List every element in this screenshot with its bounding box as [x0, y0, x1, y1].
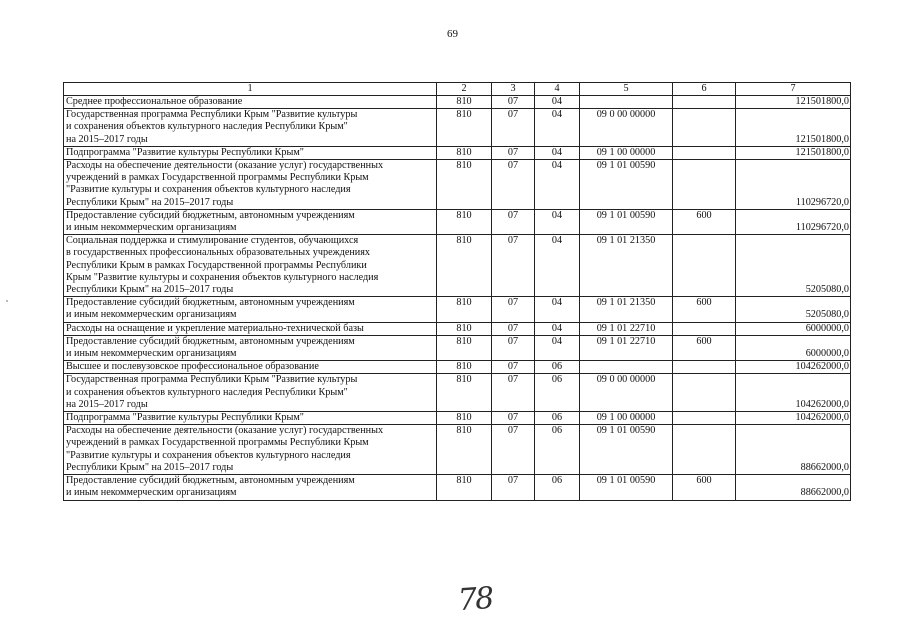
amount-cell: 110296720,0	[736, 160, 851, 210]
ministry-code-cell: 810	[437, 209, 492, 234]
section-code-cell: 07	[492, 425, 535, 475]
expense-name-cell	[64, 475, 437, 500]
subsection-code-cell: 04	[535, 297, 580, 322]
subsection-code-cell: 04	[535, 322, 580, 335]
amount-cell: 104262000,0	[736, 374, 851, 412]
section-code-cell: 07	[492, 361, 535, 374]
amount-cell: 121501800,0	[736, 96, 851, 109]
target-article-cell: 09 1 01 22710	[580, 322, 673, 335]
expense-type-cell: 600	[673, 335, 736, 360]
table-row	[64, 96, 851, 109]
expense-name-line: "Развитие культуры и сохранения объектов культурного наследия	[66, 184, 351, 196]
scan-speck	[6, 300, 8, 302]
target-article-cell: 09 1 01 21350	[580, 235, 673, 297]
expense-type-cell	[673, 361, 736, 374]
expense-name-line: Расходы на обеспечение деятельности (оказание услуг) государственных	[66, 425, 384, 437]
expense-name-line: Государственная программа Республики Крым "Развитие культуры	[66, 374, 358, 386]
expense-type-cell	[673, 322, 736, 335]
expense-name-cell	[64, 361, 437, 374]
expense-type-cell: 600	[673, 297, 736, 322]
section-code-cell: 07	[492, 96, 535, 109]
section-code-cell: 07	[492, 235, 535, 297]
section-code-cell: 07	[492, 475, 535, 500]
section-code-cell: 07	[492, 297, 535, 322]
expense-name-line: Предоставление субсидий бюджетным, автономным учреждениям	[66, 335, 355, 347]
expense-name-line: Среднее профессиональное образование	[66, 96, 243, 107]
page-number: 69	[447, 28, 458, 40]
expense-name-line: Республики Крым" на 2015–2017 годы	[66, 196, 234, 208]
amount-cell: 5205080,0	[736, 235, 851, 297]
table-row	[64, 209, 851, 234]
subsection-code-cell: 04	[535, 235, 580, 297]
amount-cell: 110296720,0	[736, 209, 851, 234]
target-article-cell: 09 1 01 21350	[580, 297, 673, 322]
section-code-cell: 07	[492, 335, 535, 360]
table-row	[64, 235, 851, 297]
table-row	[64, 322, 851, 335]
amount-cell: 121501800,0	[736, 146, 851, 159]
expense-name-cell	[64, 235, 437, 297]
subsection-code-cell: 04	[535, 160, 580, 210]
column-numbers-row	[64, 83, 851, 96]
expense-name-line: и иным некоммерческим организациям	[66, 309, 237, 321]
expense-name-line: Государственная программа Республики Крым "Развитие культуры	[66, 109, 358, 121]
expense-name-line: Социальная поддержка и стимулирование студентов, обучающихся	[66, 235, 359, 247]
table-row	[64, 160, 851, 210]
ministry-code-cell: 810	[437, 235, 492, 297]
target-article-cell: 09 1 01 22710	[580, 335, 673, 360]
target-article-cell: 09 1 00 00000	[580, 412, 673, 425]
target-article-cell: 09 1 01 00590	[580, 209, 673, 234]
ministry-code-cell: 810	[437, 146, 492, 159]
expense-name-line: Предоставление субсидий бюджетным, автономным учреждениям	[66, 209, 355, 221]
expense-name-cell	[64, 109, 437, 147]
column-header: 7	[736, 83, 851, 96]
target-article-cell: 09 1 01 00590	[580, 425, 673, 475]
expense-name-line: Республики Крым в рамках Государственной программы Республики	[66, 259, 367, 271]
subsection-code-cell: 04	[535, 109, 580, 147]
subsection-code-cell: 04	[535, 335, 580, 360]
expense-type-cell	[673, 96, 736, 109]
expense-name-line: Республики Крым" на 2015–2017 годы	[66, 284, 234, 296]
amount-cell: 104262000,0	[736, 412, 851, 425]
section-code-cell: 07	[492, 209, 535, 234]
column-header: 3	[492, 83, 535, 96]
target-article-cell: 09 1 00 00000	[580, 146, 673, 159]
section-code-cell: 07	[492, 109, 535, 147]
ministry-code-cell: 810	[437, 335, 492, 360]
amount-cell: 88662000,0	[736, 475, 851, 500]
target-article-cell: 09 1 01 00590	[580, 160, 673, 210]
column-header: 5	[580, 83, 673, 96]
ministry-code-cell: 810	[437, 475, 492, 500]
expense-name-line: Подпрограмма "Развитие культуры Республики Крым"	[66, 146, 304, 158]
expense-name-line: Высшее и послевузовское профессиональное образование	[66, 361, 319, 373]
table-row	[64, 374, 851, 412]
subsection-code-cell: 06	[535, 374, 580, 412]
expense-name-line: Предоставление субсидий бюджетным, автономным учреждениям	[66, 475, 355, 487]
expense-name-line: учреждений в рамках Государственной программы Республики Крым	[66, 172, 369, 184]
expense-name-line: Расходы на обеспечение деятельности (оказание услуг) государственных	[66, 160, 384, 172]
table-row	[64, 412, 851, 425]
expense-name-line: Предоставление субсидий бюджетным, автономным учреждениям	[66, 297, 355, 309]
subsection-code-cell: 04	[535, 209, 580, 234]
ministry-code-cell: 810	[437, 412, 492, 425]
expense-type-cell: 600	[673, 475, 736, 500]
amount-cell: 6000000,0	[736, 322, 851, 335]
subsection-code-cell: 06	[535, 361, 580, 374]
ministry-code-cell: 810	[437, 322, 492, 335]
expense-name-line: в государственных профессиональных образовательных учреждениях	[66, 247, 371, 259]
expense-name-line: и сохранения объектов культурного наследия Республики Крым"	[66, 386, 348, 398]
expense-type-cell	[673, 146, 736, 159]
expense-name-cell	[64, 209, 437, 234]
expense-name-line: и иным некоммерческим организациям	[66, 487, 237, 499]
target-article-cell	[580, 96, 673, 109]
subsection-code-cell: 04	[535, 96, 580, 109]
expense-name-line: Подпрограмма "Развитие культуры Республики Крым"	[66, 412, 304, 424]
amount-cell: 121501800,0	[736, 109, 851, 147]
expense-name-line: "Развитие культуры и сохранения объектов культурного наследия	[66, 449, 351, 461]
section-code-cell: 07	[492, 160, 535, 210]
table-row	[64, 475, 851, 500]
expense-name-cell	[64, 425, 437, 475]
column-header: 2	[437, 83, 492, 96]
ministry-code-cell: 810	[437, 374, 492, 412]
budget-table	[63, 82, 851, 501]
expense-name-cell	[64, 297, 437, 322]
column-header: 4	[535, 83, 580, 96]
expense-type-cell	[673, 235, 736, 297]
expense-type-cell	[673, 374, 736, 412]
expense-name-cell	[64, 160, 437, 210]
section-code-cell: 07	[492, 146, 535, 159]
subsection-code-cell: 06	[535, 475, 580, 500]
subsection-code-cell: 06	[535, 425, 580, 475]
ministry-code-cell: 810	[437, 425, 492, 475]
expense-type-cell	[673, 160, 736, 210]
target-article-cell: 09 0 00 00000	[580, 109, 673, 147]
subsection-code-cell: 04	[535, 146, 580, 159]
expense-type-cell	[673, 412, 736, 425]
expense-type-cell	[673, 109, 736, 147]
amount-cell: 5205080,0	[736, 297, 851, 322]
table-row	[64, 109, 851, 147]
target-article-cell: 09 1 01 00590	[580, 475, 673, 500]
ministry-code-cell: 810	[437, 109, 492, 147]
expense-name-cell	[64, 96, 437, 109]
table-row	[64, 361, 851, 374]
table-body	[64, 96, 851, 501]
expense-name-cell	[64, 322, 437, 335]
expense-name-line: на 2015–2017 годы	[66, 398, 148, 410]
target-article-cell: 09 0 00 00000	[580, 374, 673, 412]
table-row	[64, 297, 851, 322]
budget-table-container	[63, 82, 850, 501]
ministry-code-cell: 810	[437, 297, 492, 322]
section-code-cell: 07	[492, 374, 535, 412]
expense-name-line: Республики Крым" на 2015–2017 годы	[66, 461, 234, 473]
expense-name-line: и иным некоммерческим организациям	[66, 348, 237, 360]
table-row	[64, 146, 851, 159]
expense-name-cell	[64, 412, 437, 425]
amount-cell: 88662000,0	[736, 425, 851, 475]
target-article-cell	[580, 361, 673, 374]
expense-name-cell	[64, 146, 437, 159]
ministry-code-cell: 810	[437, 361, 492, 374]
expense-type-cell: 600	[673, 209, 736, 234]
section-code-cell: 07	[492, 412, 535, 425]
expense-name-line: Крым "Развитие культуры и сохранения объектов культурного наследия	[66, 271, 379, 283]
table-row	[64, 335, 851, 360]
expense-name-line: учреждений в рамках Государственной программы Республики Крым	[66, 437, 369, 449]
expense-name-line: и сохранения объектов культурного наследия Республики Крым"	[66, 121, 348, 133]
ministry-code-cell: 810	[437, 160, 492, 210]
table-row	[64, 425, 851, 475]
ministry-code-cell: 810	[437, 96, 492, 109]
expense-name-line: Расходы на оснащение и укрепление материально-технической базы	[66, 322, 364, 334]
amount-cell: 6000000,0	[736, 335, 851, 360]
column-header: 6	[673, 83, 736, 96]
expense-type-cell	[673, 425, 736, 475]
expense-name-cell	[64, 374, 437, 412]
handwritten-page-mark: 78	[456, 580, 494, 619]
expense-name-cell	[64, 335, 437, 360]
section-code-cell: 07	[492, 322, 535, 335]
expense-name-line: и иным некоммерческим организациям	[66, 222, 237, 234]
column-header: 1	[64, 83, 437, 96]
expense-name-line: на 2015–2017 годы	[66, 133, 148, 145]
subsection-code-cell: 06	[535, 412, 580, 425]
amount-cell: 104262000,0	[736, 361, 851, 374]
